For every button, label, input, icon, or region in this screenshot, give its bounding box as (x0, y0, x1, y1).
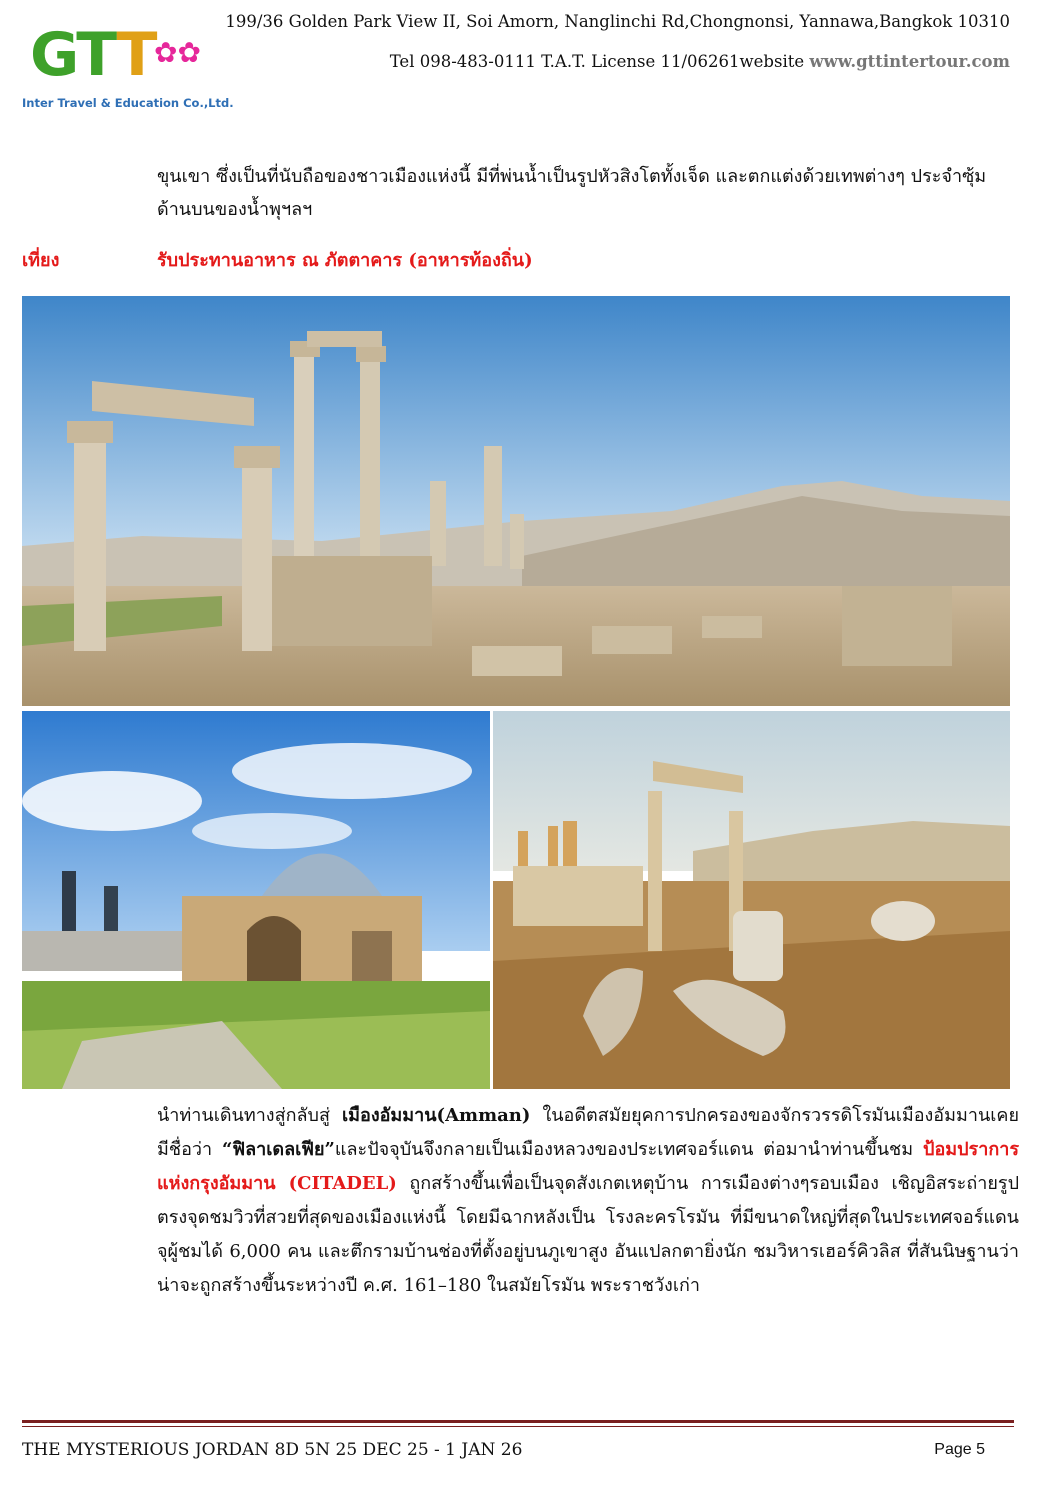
logo-subtitle: Inter Travel & Education Co.,Ltd. (22, 96, 234, 110)
page-number: Page 5 (934, 1441, 985, 1458)
old-city-name: “ฟิลาเดลเฟีย” (222, 1139, 335, 1160)
website-link[interactable]: www.gttintertour.com (809, 52, 1010, 71)
text-run: ในอดีตสมัยยุคการปกครองของจักรวรรดิโรมันเมืองอัมมานเคยมีชื่อว่า (157, 1105, 1019, 1160)
logo-text: GTT (30, 20, 156, 90)
tel-license: Tel 098-483-0111 T.A.T. License 11/06261website (389, 52, 810, 71)
tour-name: THE MYSTERIOUS JORDAN 8D 5N 25 DEC 25 - 1 JAN 26 (22, 1440, 523, 1460)
footer-rule-thin (22, 1426, 1014, 1427)
flower-icon: ✿✿ (154, 36, 201, 69)
company-contact (390, 52, 1010, 71)
text-run: และปัจจุบันจึงกลายเป็นเมืองหลวงของประเทศจอร์แดน ต่อมานำท่านขึ้นชม (334, 1139, 924, 1160)
citadel-name: ป้อมปราการแห่งกรุงอัมมาน (CITADEL) (157, 1139, 1019, 1194)
temple-of-hercules-photo (22, 296, 1010, 706)
meal-time-label: เที่ยง (22, 250, 60, 271)
itinerary-paragraph: ขุนเขา ซึ่งเป็นที่นับถือของชาวเมืองแห่งนี้ มีที่พ่นน้ำเป็นรูปหัวสิงโตทั้งเจ็ด และตกแต่งด้วยเทพต่างๆ ประจำซุ้มด้านบนของน้ำพุฯลฯ (157, 166, 987, 220)
amman-description (157, 1099, 1019, 1303)
text-run: ถูกสร้างขึ้นเพื่อเป็นจุดสังเกตเหตุบ้าน การเมืองต่างๆรอบเมือง เชิญอิสระถ่ายรูปตรงจุดชมวิวที่สวยที่สุดของเมืองแห่งนี้ โดยมีฉากหลังเป็น โรงละครโรมัน ที่มีขนาดใหญ่ที่สุดในประเทศจอร์แดน จุผู้ชมได้ 6,000 คน และตึกรามบ้านช่องที่ตั้งอยู่บนภูเขาสูง อันแปลกตายิ่งนัก ชมวิหารเฮอร์คิวลิส ที่สันนิษฐานว่าน่าจะถูกสร้างขึ้นระหว่างปี ค.ศ. 161–180 ในสมัยโรมัน พระราชวังเก่า (157, 1173, 1019, 1296)
company-logo (22, 16, 234, 121)
city-name: เมืองอัมมาน(Amman) (341, 1105, 531, 1126)
meal-description: รับประทานอาหาร ณ ภัตตาคาร (อาหารท้องถิ่น) (157, 250, 533, 271)
footer-rule (22, 1420, 1014, 1423)
text-run: นำท่านเดินทางสู่กลับสู่ (157, 1105, 342, 1126)
company-address: 199/36 Golden Park View II, Soi Amorn, Nanglinchi Rd,Chongnonsi, Yannawa,Bangkok 10310 (225, 12, 1010, 31)
citadel-ruins-photo (493, 711, 1010, 1089)
umayyad-palace-photo (22, 711, 490, 1089)
